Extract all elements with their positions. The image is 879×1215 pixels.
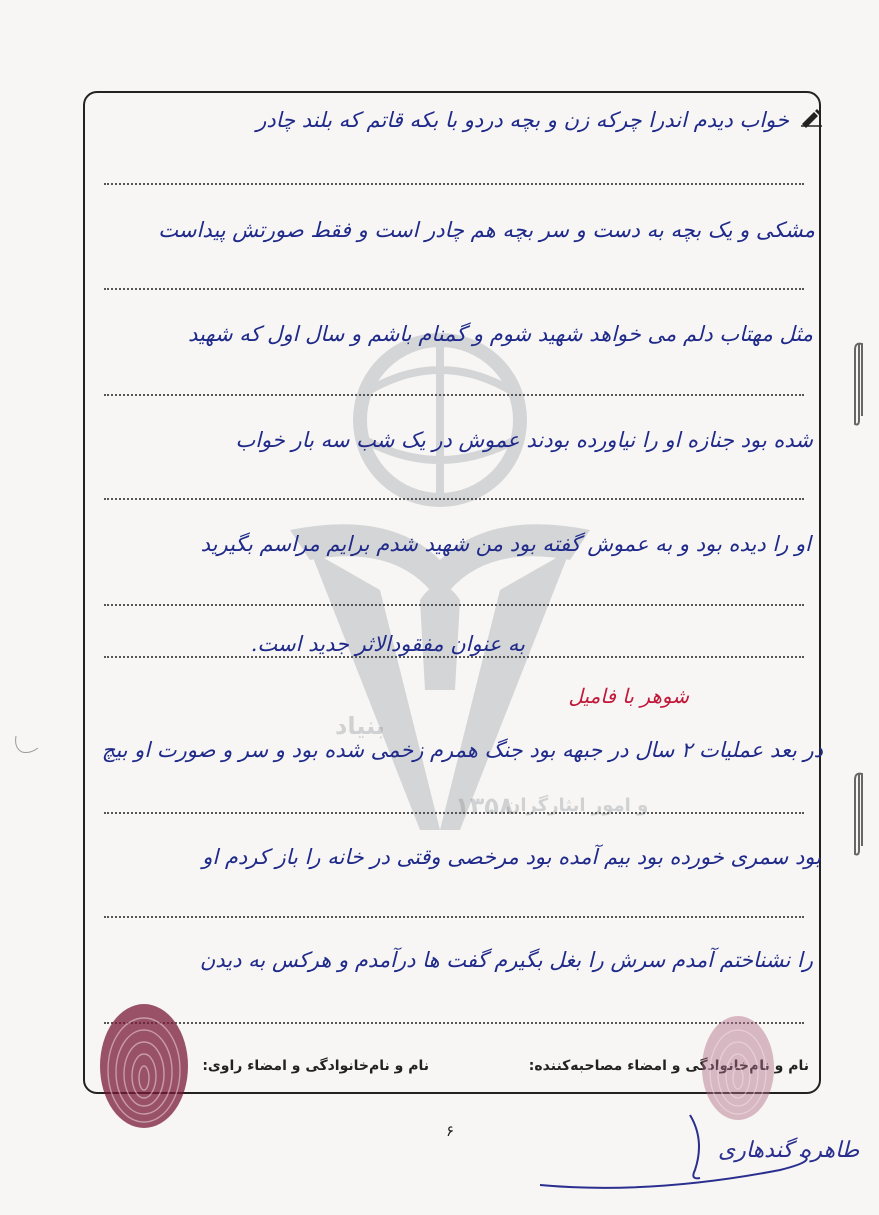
handwritten-note-red: شوهر با فامیل (568, 684, 689, 708)
page-number: ۶ (446, 1122, 455, 1140)
interviewer-signature-label: نام و نام‌خانوادگی و امضاء مصاحبه‌کننده: (528, 1058, 809, 1074)
rule-line (104, 812, 804, 814)
rule-line (104, 183, 804, 185)
signature-name: طاهره گندهاری (718, 1138, 860, 1163)
handwritten-line-3: مثل مهتاب دلم می خواهد شهید شوم و گمنام باشم و سال اول که شهید (187, 322, 813, 346)
rule-line (104, 604, 804, 606)
fingerprint-icon (96, 1000, 192, 1132)
handwritten-line-1: خواب دیدم اندرا چرکه زن و بچه دردو با بکه قاتم که بلند چادر (256, 108, 789, 132)
handwritten-line-7: در بعد عملیات ۲ سال در جبهه بود جنگ همرم زخمی شده بود و سر و صورت او بیچ (101, 738, 823, 762)
rule-line (104, 288, 804, 290)
paper-clip-icon (852, 340, 866, 428)
rule-line (104, 498, 804, 500)
watermark-org: بنیاد (335, 712, 385, 740)
rule-line (104, 394, 804, 396)
handwritten-line-2: مشکی و یک بچه به دست و سر بچه هم چادر است و فقط صورتش پیداست (158, 218, 815, 242)
margin-mark (12, 730, 42, 760)
paper-clip-icon (852, 770, 866, 858)
handwritten-line-5: او را دیده بود و به عموش گفته بود من شهید شدم برایم مراسم بگیرید (200, 532, 811, 556)
narrator-signature-label: نام و نام‌خانوادگی و امضاء راوی: (202, 1058, 429, 1074)
handwritten-line-8: بود سمری خورده بود بیم آمده بود مرخصی وقتی در خانه را باز کردم او (202, 845, 821, 869)
handwritten-line-4: شده بود جنازه او را نیاورده بودند عموش در یک شب سه بار خواب (235, 428, 813, 452)
rule-line (104, 916, 804, 918)
rule-line (104, 656, 804, 658)
watermark-year: ۱۳۵۸ (455, 792, 514, 820)
handwritten-line-9: را نشناختم آمدم سرش را بغل بگیرم گفت ها درآمدم و هرکس به دیدن (199, 948, 813, 972)
pen-icon (800, 108, 824, 128)
handwritten-line-6: به عنوان مفقودالاثر جدید است. (250, 632, 525, 656)
watermark-subtitle: و امور ایثارگران (505, 795, 649, 816)
